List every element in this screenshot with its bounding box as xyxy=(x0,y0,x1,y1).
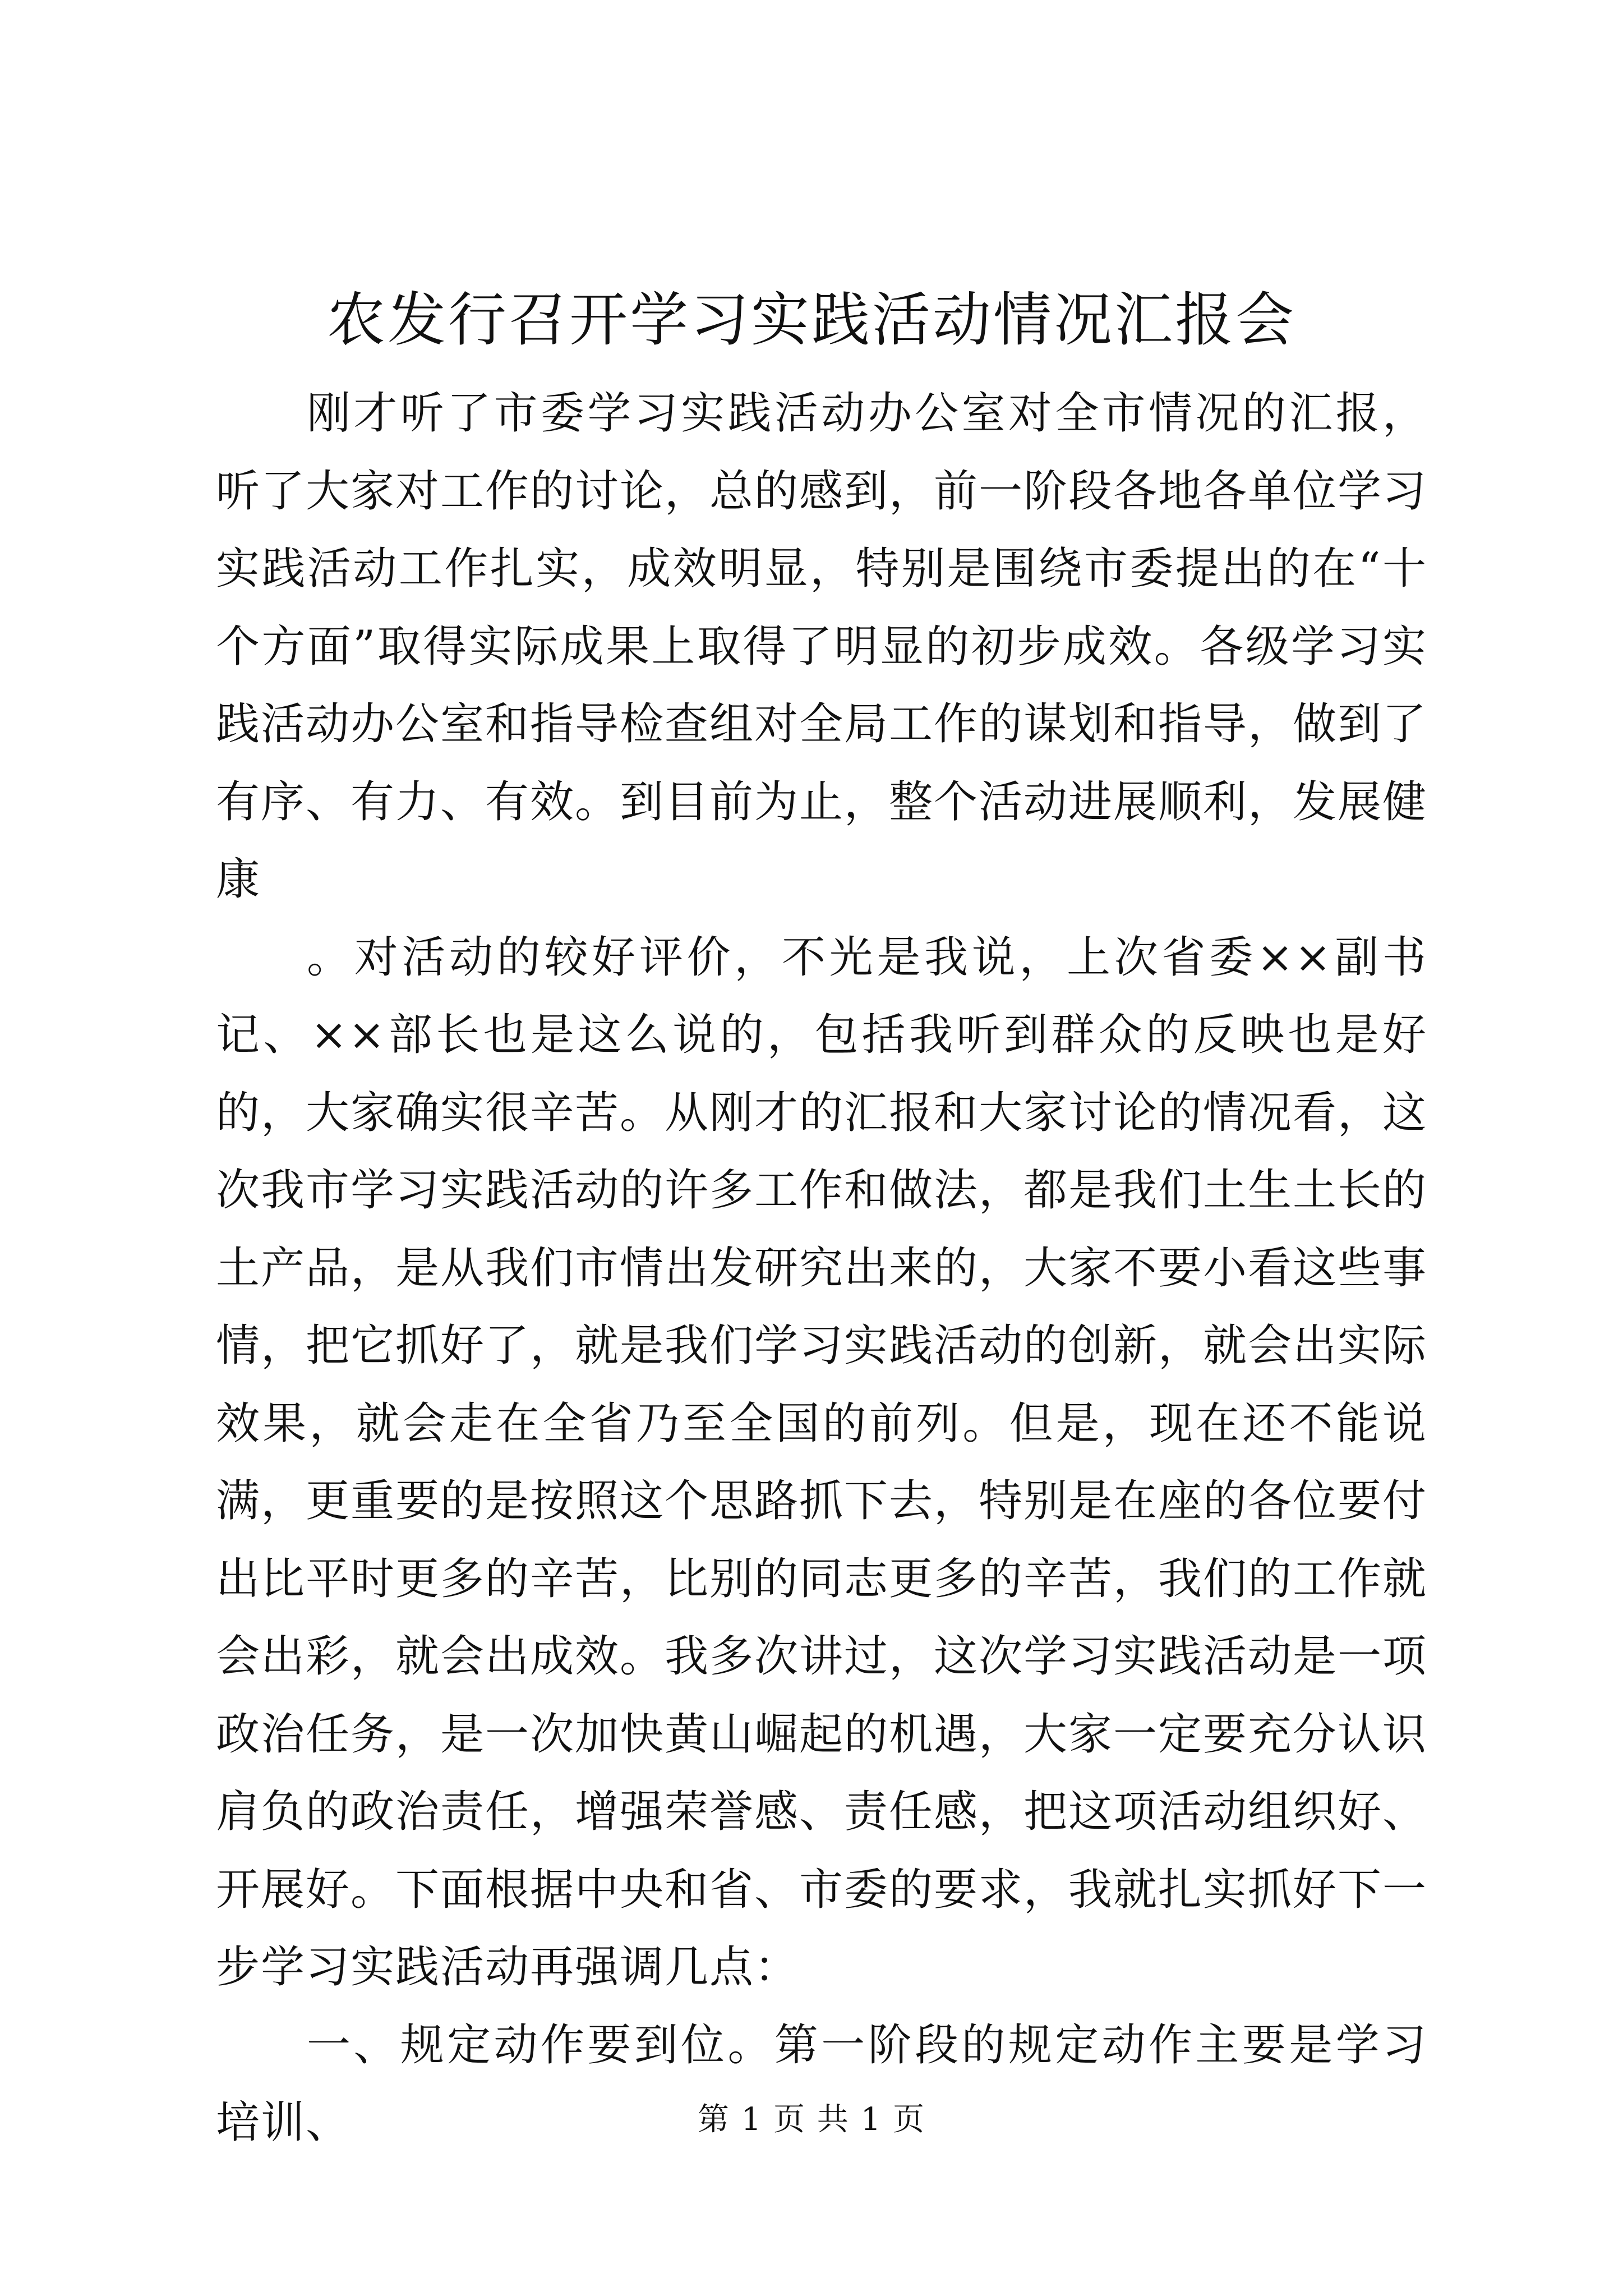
page-number-footer: 第 1 页 共 1 页 xyxy=(697,2101,926,2138)
paragraph: 。对活动的较好评价，不光是我说，上次省委××副书记、××部长也是这么说的，包括我听到群众的反映也是好的，大家确实很辛苦。从刚才的汇报和大家讨论的情况看，这次我市学习实践活动的许多工作和做法，都是我们土生土长的土产品，是从我们市情出发研究出来的，大家不要小看这些事情，把它抓好了，就是我们学习实践活动的创新，就会出实际效果，就会走在全省乃至全国的前列。但是，现在还不能说满，更重要的是按照这个思路抓下去，特别是在座的各位要付出比平时更多的辛苦，比别的同志更多的辛苦，我们的工作就会出彩，就会出成效。我多次讲过，这次学习实践活动是一项政治任务，是一次加快黄山崛起的机遇，大家一定要充分认识肩负的政治责任，增强荣誉感、责任感，把这项活动组织好、开展好。下面根据中央和省、市委的要求，我就扎实抓好下一步学习实践活动再强调几点： xyxy=(216,932,1428,1993)
paragraph: 一、规定动作要到位。第一阶段的规定动作主要是学习培训、 xyxy=(216,2019,1427,2148)
paragraph: 刚才听了市委学习实践活动办公室对全市情况的汇报，听了大家对工作的讨论，总的感到，前一阶段各地各单位学习实践活动工作扎实，成效明显，特别是围绕市委提出的在“十个方面”取得实际成果上取得了明显的初步成效。各级学习实践活动办公室和指导检查组对全局工作的谋划和指导，做到了有序、有力、有效。到目前为止，整个活动进展顺利，发展健康 xyxy=(216,388,1428,905)
document-title: 农发行召开学习实践活动情况汇报会 xyxy=(326,286,1296,354)
document-body xyxy=(216,375,1427,2162)
